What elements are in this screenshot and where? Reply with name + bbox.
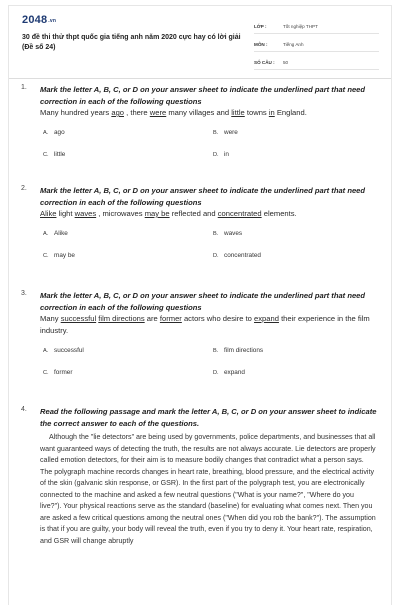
option-letter: D. bbox=[213, 253, 219, 259]
option-b[interactable] bbox=[213, 230, 242, 237]
option-text: Alike bbox=[54, 230, 68, 237]
option-letter: C. bbox=[43, 370, 49, 376]
sentence-text: , microwaves bbox=[96, 209, 145, 218]
sentence-text: Many hundred years bbox=[40, 108, 112, 117]
sentence-text: actors who desire to bbox=[181, 314, 255, 323]
underlined-part: waves bbox=[74, 209, 97, 218]
sentence-text: towns bbox=[244, 108, 269, 117]
underlined-part: concentrated bbox=[217, 209, 262, 218]
sentence-text: England. bbox=[274, 108, 307, 117]
document-meta bbox=[254, 20, 379, 74]
option-text: waves bbox=[224, 230, 243, 237]
option-a[interactable] bbox=[43, 129, 65, 136]
question-number: 2. bbox=[21, 185, 27, 192]
meta-grade bbox=[254, 20, 379, 34]
logo-suffix: .vn bbox=[48, 18, 57, 24]
option-c[interactable] bbox=[43, 151, 65, 158]
meta-key: SỐ CÂU : bbox=[254, 60, 275, 65]
meta-value: Tiếng Anh bbox=[283, 42, 304, 47]
option-b[interactable] bbox=[213, 347, 263, 354]
sentence-text: many villages and bbox=[166, 108, 232, 117]
option-b[interactable] bbox=[213, 129, 238, 136]
answer-options bbox=[40, 127, 377, 167]
option-d[interactable] bbox=[213, 151, 229, 158]
underlined-part: successful bbox=[60, 314, 97, 323]
option-c[interactable] bbox=[43, 369, 72, 376]
option-a[interactable] bbox=[43, 230, 68, 237]
underlined-part: former bbox=[159, 314, 182, 323]
question-3 bbox=[21, 290, 377, 385]
sentence-text: reflected and bbox=[169, 209, 218, 218]
question-sentence bbox=[40, 313, 377, 337]
question-instruction: Mark the letter A, B, C, or D on your answer sheet to indicate the underlined part that need correction in each of the following questions bbox=[40, 291, 366, 312]
underlined-part: ago bbox=[111, 108, 125, 117]
document-header bbox=[9, 6, 391, 79]
question-number: 1. bbox=[21, 84, 27, 91]
underlined-part: may be bbox=[144, 209, 170, 218]
option-text: film directions bbox=[224, 347, 264, 354]
meta-key: MÔN : bbox=[254, 42, 268, 47]
option-c[interactable] bbox=[43, 252, 75, 259]
question-instruction: Mark the letter A, B, C, or D on your answer sheet to indicate the underlined part that need correction in each of the following questions bbox=[40, 85, 366, 106]
sentence-text: elements. bbox=[261, 209, 297, 218]
question-sentence bbox=[40, 208, 377, 220]
answer-options bbox=[40, 345, 377, 385]
logo-main: 2048 bbox=[22, 14, 48, 26]
option-text: expand bbox=[224, 369, 245, 376]
meta-key: LỚP : bbox=[254, 24, 267, 29]
question-2 bbox=[21, 185, 377, 268]
meta-subject bbox=[254, 38, 379, 52]
option-text: concentrated bbox=[224, 252, 261, 259]
option-text: in bbox=[224, 151, 229, 158]
question-4-reading bbox=[21, 406, 377, 547]
site-logo[interactable] bbox=[22, 14, 56, 26]
sentence-text: their experience in the film industry. bbox=[40, 314, 370, 335]
question-1 bbox=[21, 84, 377, 167]
option-letter: A. bbox=[43, 348, 49, 354]
option-letter: C. bbox=[43, 253, 49, 259]
meta-value: 50 bbox=[283, 60, 289, 65]
option-d[interactable] bbox=[213, 369, 245, 376]
option-text: former bbox=[54, 369, 73, 376]
answer-options bbox=[40, 228, 377, 268]
underlined-part: film directions bbox=[98, 314, 145, 323]
option-letter: A. bbox=[43, 130, 49, 136]
meta-value: Tốt nghiệp THPT bbox=[283, 24, 318, 29]
question-number: 4. bbox=[21, 406, 27, 413]
option-letter: D. bbox=[213, 370, 219, 376]
question-instruction: Mark the letter A, B, C, or D on your answer sheet to indicate the underlined part that need correction in each of the following questions bbox=[40, 186, 366, 207]
sentence-text: Many bbox=[40, 314, 61, 323]
underlined-part: Alike bbox=[40, 209, 57, 218]
sentence-text: are bbox=[144, 314, 160, 323]
option-letter: B. bbox=[213, 130, 219, 136]
option-text: little bbox=[54, 151, 66, 158]
question-sentence bbox=[40, 107, 377, 119]
option-letter: B. bbox=[213, 348, 219, 354]
option-a[interactable] bbox=[43, 347, 84, 354]
meta-count bbox=[254, 56, 379, 70]
underlined-part: were bbox=[149, 108, 167, 117]
option-letter: D. bbox=[213, 152, 219, 158]
sentence-text: light bbox=[56, 209, 75, 218]
option-d[interactable] bbox=[213, 252, 261, 259]
option-letter: C. bbox=[43, 152, 49, 158]
option-text: may be bbox=[54, 252, 75, 259]
underlined-part: little bbox=[231, 108, 245, 117]
question-number: 3. bbox=[21, 290, 27, 297]
option-letter: B. bbox=[213, 231, 219, 237]
option-text: successful bbox=[54, 347, 84, 354]
reading-passage: Although the "lie detectors" are being used by governments, police departments, and businesses that all want guaranteed ways of detecting the truth, the results are not always accurate. Lie detectors are properly called emotion detectors, for their aim is to measure bodily changes that contradict what a person says. The polygraph machine records changes in heart rate, breathing, blood pressure, and the electrical activity of the skin (galvanic skin response, or GSR). In the first part of the polygraph test, you are electronically connected to the machine and asked a few neutral questions ("What is your name?", "Where do you live?"). Your physical reactions serve as the standard (baseline) for evaluating what comes next. Then you are asked a few critical questions among the neutral ones ("When did you rob the bank?"). The assumption is that if you are guilty, your body will reveal the truth, even if you try to deny it. Your heart rate, respiration, and GSR will change abruptly bbox=[40, 433, 376, 545]
sentence-text: , there bbox=[124, 108, 150, 117]
underlined-part: expand bbox=[254, 314, 279, 323]
document-title: 30 đề thi thử thpt quốc gia tiếng anh năm 2020 cực hay có lời giải (Đề số 24) bbox=[22, 34, 241, 51]
question-instruction: Read the following passage and mark the letter A, B, C, or D on your answer sheet to indicate the correct answer to each of the questions. bbox=[40, 407, 377, 428]
option-text: were bbox=[224, 129, 238, 136]
option-letter: A. bbox=[43, 231, 49, 237]
underlined-part: in bbox=[268, 108, 275, 117]
option-text: ago bbox=[54, 129, 65, 136]
document-page bbox=[8, 5, 392, 605]
